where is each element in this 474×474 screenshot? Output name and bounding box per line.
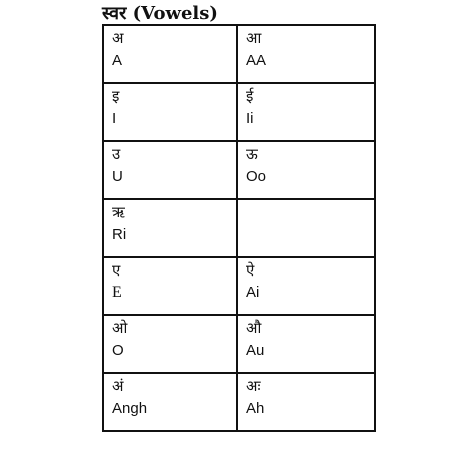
table-cell: [103, 373, 237, 431]
devanagari-letter: ऊ: [246, 145, 258, 163]
devanagari-letter: उ: [112, 145, 121, 163]
latin-transliteration: Au: [246, 342, 265, 359]
table-cell: [103, 25, 237, 83]
latin-transliteration: U: [112, 168, 123, 185]
table-cell: [103, 199, 237, 257]
table-cell: [237, 373, 375, 431]
table-row: [103, 25, 375, 83]
table-cell: [237, 257, 375, 315]
devanagari-letter: औ: [246, 319, 262, 337]
latin-transliteration: I: [112, 110, 117, 127]
devanagari-letter: आ: [246, 29, 262, 47]
table-row: [103, 373, 375, 431]
table-cell: [237, 141, 375, 199]
table-cell: [237, 83, 375, 141]
table-cell: [237, 315, 375, 373]
devanagari-letter: [246, 202, 374, 222]
devanagari-letter: ऋ: [112, 203, 125, 221]
latin-transliteration: Oo: [246, 168, 267, 185]
latin-transliteration: O: [112, 342, 124, 359]
latin-transliteration: [246, 222, 374, 248]
table-cell: [103, 257, 237, 315]
table-cell: [237, 25, 375, 83]
latin-transliteration: Ah: [246, 400, 265, 417]
devanagari-letter: ए: [112, 261, 121, 279]
latin-transliteration: Ii: [246, 110, 254, 127]
vowels-table: [102, 24, 376, 432]
latin-transliteration: A: [112, 52, 123, 69]
devanagari-letter: ई: [246, 87, 254, 105]
table-row: [103, 257, 375, 315]
devanagari-letter: अ: [112, 29, 124, 47]
table-row: [103, 199, 375, 257]
table-cell: [103, 141, 237, 199]
latin-transliteration: Ai: [246, 284, 260, 301]
devanagari-letter: अं: [112, 377, 124, 395]
table-row: [103, 141, 375, 199]
latin-transliteration: Angh: [112, 400, 148, 417]
latin-transliteration: Ri: [112, 226, 127, 243]
devanagari-letter: इ: [112, 87, 120, 105]
page-title: स्वर (Vowels): [102, 3, 218, 24]
table-row: [103, 315, 375, 373]
devanagari-letter: अः: [246, 377, 261, 395]
latin-transliteration: E: [112, 284, 122, 301]
empty-table-cell: [237, 199, 375, 257]
devanagari-letter: ऐ: [246, 261, 255, 279]
table-row: [103, 83, 375, 141]
table-cell: [103, 83, 237, 141]
table-cell: [103, 315, 237, 373]
devanagari-letter: ओ: [112, 319, 128, 337]
latin-transliteration: AA: [246, 52, 267, 69]
